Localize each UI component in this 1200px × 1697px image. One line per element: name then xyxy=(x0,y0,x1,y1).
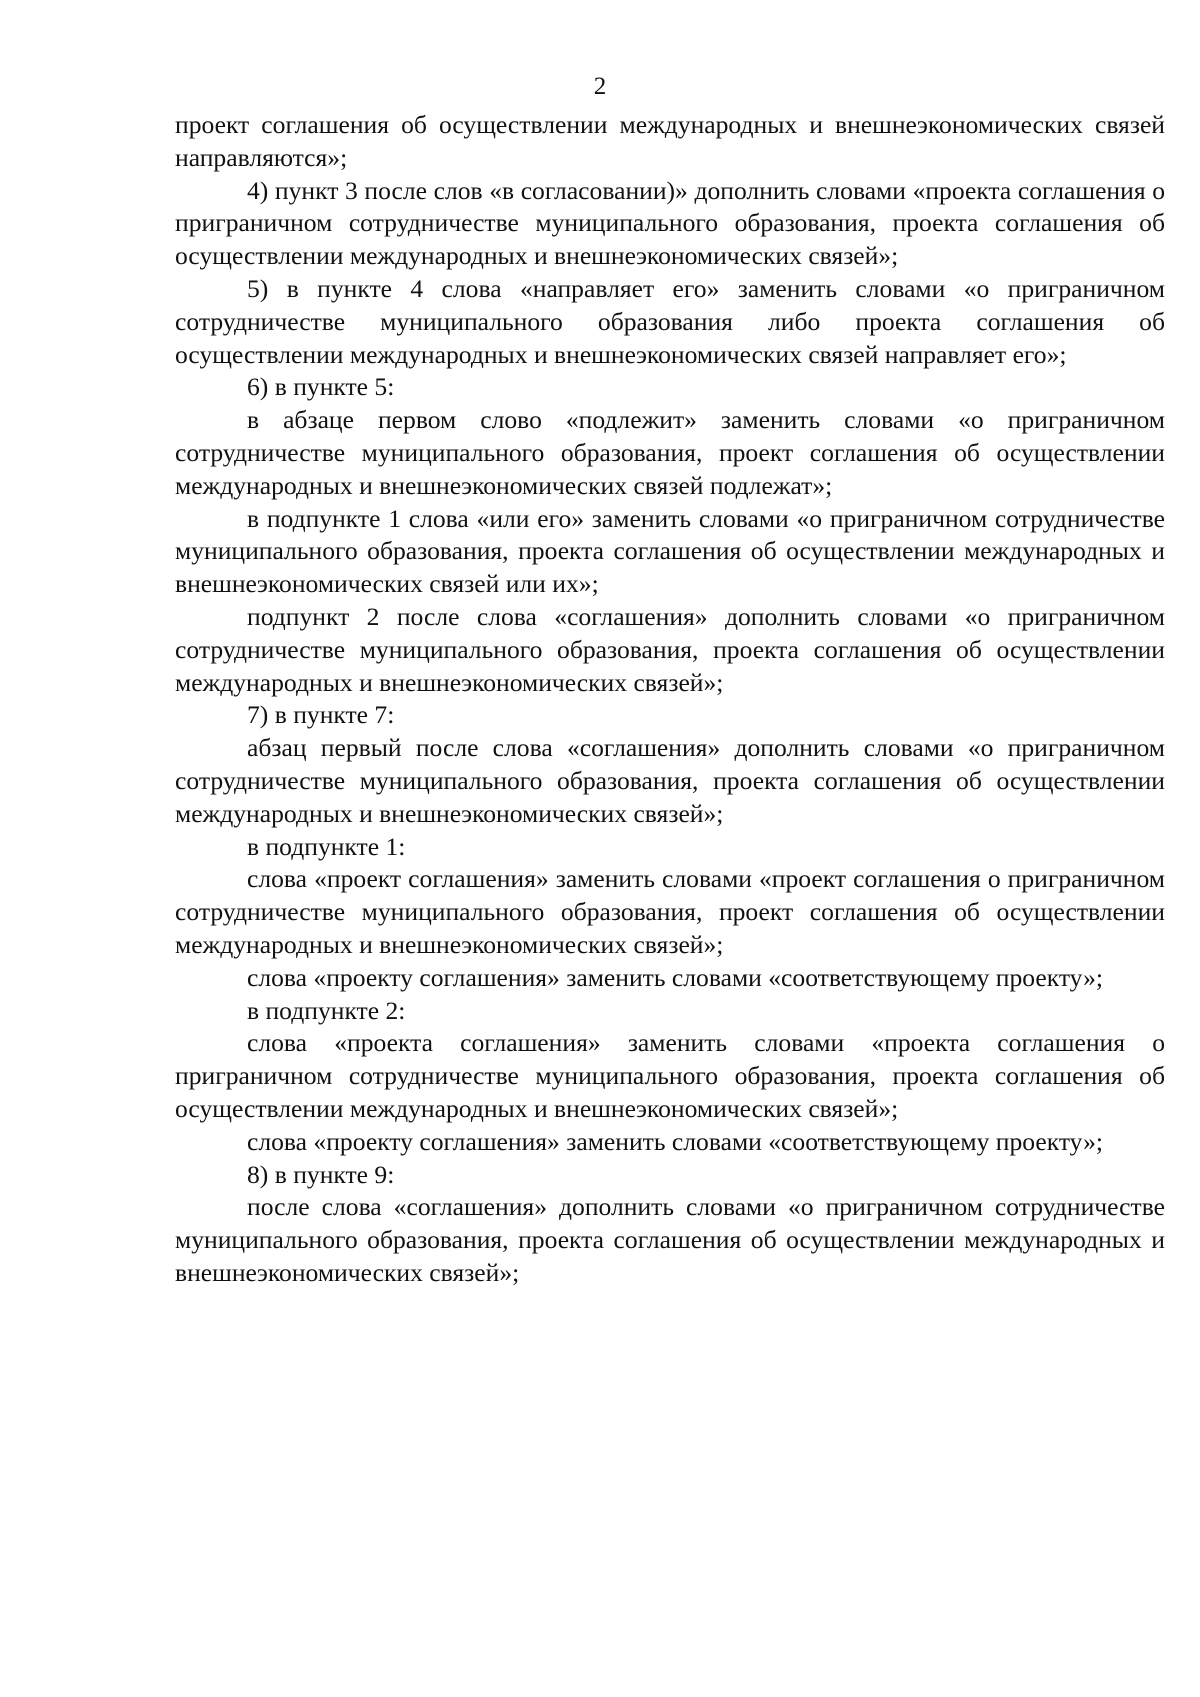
paragraph-item-8-change: после слова «соглашения» дополнить словами «о приграничном сотрудничестве муниципального образования, проекта соглашения об осуществлении международных и внешнеэкономических связей»; xyxy=(175,1192,1165,1287)
paragraph-item-6-subitem-1: в подпункте 1 слова «или его» заменить словами «о приграничном сотрудничестве муниципального образования, проекта соглашения об осуществлении международных и внешнеэкономических связей или их»; xyxy=(175,503,1165,599)
paragraph-item-7-subitem-2-change-2: слова «проекту соглашения» заменить словами «соответствующему проекту»; xyxy=(247,1126,1104,1156)
paragraph-item-6-heading: 6) в пункте 5: xyxy=(247,372,395,402)
paragraph-item-7-abzac-1: абзац первый после слова «соглашения» дополнить словами «о приграничном сотрудничестве муниципального образования, проекта соглашения об осуществлении международных и внешнеэкономических связей»; xyxy=(175,733,1165,828)
paragraph-item-6-subitem-2: подпункт 2 после слова «соглашения» дополнить словами «о приграничном сотрудничестве муниципального образования, проекта соглашения об осуществлении международных и внешнеэкономических связей»; xyxy=(175,601,1165,697)
paragraph-item-7-subitem-1-change-1: слова «проект соглашения» заменить словами «проект соглашения о приграничном сотрудничестве муниципального образования, проект соглашения об осуществлении международных и внешнеэкономических связей»; xyxy=(175,864,1165,959)
paragraph-item-8-heading: 8) в пункте 9: xyxy=(247,1159,395,1189)
paragraph-item-7-heading: 7) в пункте 7: xyxy=(247,700,395,730)
paragraph-item-6-abzac-1: в абзаце первом слово «подлежит» заменить словами «о приграничном сотрудничестве муниципального образования, проект соглашения об осуществлении международных и внешнеэкономических связей подлежат»; xyxy=(175,405,1165,500)
paragraph-item-7-subitem-1-heading: в подпункте 1: xyxy=(247,831,406,861)
paragraph-item-7-subitem-2-change-1: слова «проекта соглашения» заменить словами «проекта соглашения о приграничном сотрудничестве муниципального образования, проекта соглашения об осуществлении международных и внешнеэкономических связей»; xyxy=(175,1028,1165,1123)
paragraph-item-5: 5) в пункте 4 слова «направляет его» заменить словами «о приграничном сотрудничестве муниципального образования либо проекта соглашения об осуществлении международных и внешнеэкономических связей направляет его»; xyxy=(175,273,1165,369)
paragraph-item-4: 4) пункт 3 после слов «в согласовании)» дополнить словами «проекта соглашения о приграничном сотрудничестве муниципального образования, проекта соглашения об осуществлении международных и внешнеэкономических связей»; xyxy=(175,175,1165,271)
page-number: 2 xyxy=(593,73,607,100)
paragraph-item-7-subitem-2-heading: в подпункте 2: xyxy=(247,995,406,1025)
paragraph-continuation: проект соглашения об осуществлении международных и внешнеэкономических связей направляются»; xyxy=(175,110,1165,172)
document-body xyxy=(175,109,1165,1290)
paragraph-item-7-subitem-1-change-2: слова «проекту соглашения» заменить словами «соответствующему проекту»; xyxy=(247,962,1104,992)
